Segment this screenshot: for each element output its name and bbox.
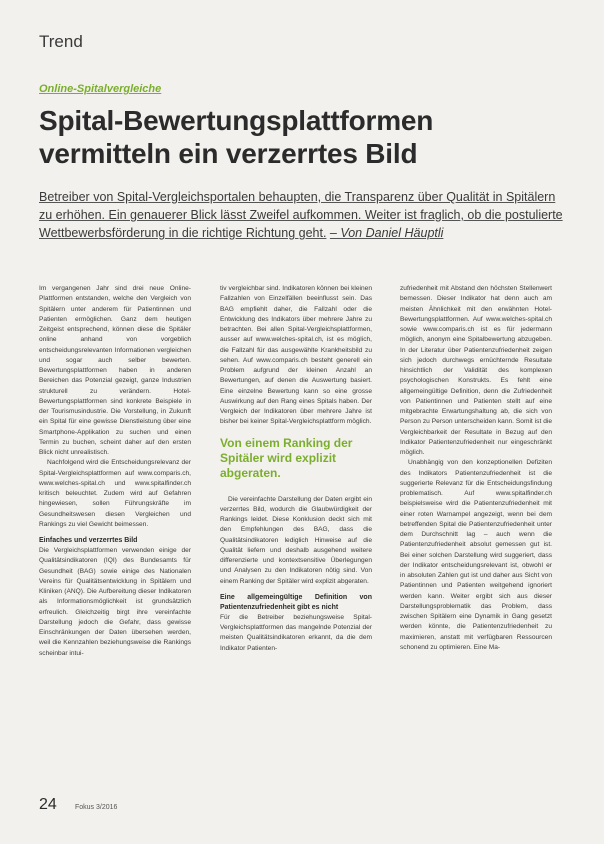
- page-number: 24: [39, 796, 57, 813]
- headline-line-2: vermitteln ein verzerrtes Bild: [39, 138, 418, 169]
- paragraph: zufriedenheit mit Abstand den höchsten Stellenwert bemessen. Dieser Indikator hat denn auch am meisten Ähnlichkeit mit den erwähnten Hotel-Bewertungsplattformen. Auf www.welches-spital.ch sowie www.comparis.ch ist es für jedermann möglich, anonym eine Spitalbewertung abzugeben. In der Literatur über Patientenzufriedenheit zeigen sich jedoch durchwegs ernüchternde Resultate hinsichtlich der Validität des komplexen psychologischen Konstrukts. Es fehlt eine allgemeingültige Definition, denn die Zufriedenheit von Patientinnen und Patienten stellt auf eine mitgebrachte Erwartungshaltung ab, die sich von Person zu Person unterscheiden kann. Somit ist die Vergleichbarkeit der Resultate in Bezug auf den Indikator Patientenzufriedenheit nur eingeschränkt möglich.: [400, 285, 552, 456]
- subheading: Einfaches und verzerrtes Bild: [39, 537, 138, 544]
- paragraph: Im vergangenen Jahr sind drei neue Online-Plattformen entstanden, welche den Vergleich von Spitälern unter anderem für Patientinnen und Patienten ermöglichen. Ganz dem heutigen Zeitgeist entsprechend, können diese die Spitäler online anhand von vorgeblich entscheidungsrelevanten Informationen vergleichen und sogar auch selber bewerten. Bewertungsplattformen haben in anderen Bereichen das Potenzial gezeigt, ganze Industrien strukturell zu verändern. Hotel-Bewertungsplattformen sind konkrete Beispiele in der Tourismusindustrie. Die Vorstellung, in Zukunft ein Spital für eine gewisse Dienstleistung über eine Smartphone-Applikation zu suchen und einen Termin zu buchen, scheint daher auf den ersten Blick nicht unrealistisch.: [39, 285, 191, 456]
- pull-quote: Von einem Ranking der Spitäler wird explizit abgeraten.: [220, 435, 353, 480]
- paragraph: Nachfolgend wird die Entscheidungsrelevanz der Spital-Vergleichsplattformen auf www.comparis.ch, www.welches-spital.ch und www.spitalfinder.ch kritisch beleuchtet. Zudem wird auf Gefahren hingewiesen, sollen Führungskräfte im Gesundheitswesen diesen Vergleichen und Rankings zu viel Gewicht beimessen.: [39, 459, 191, 528]
- kicker: Online-Spitalvergleiche: [39, 83, 162, 95]
- magazine-name: Fokus 3/2016: [74, 804, 118, 811]
- author-byline: – Von Daniel Häuptli: [329, 226, 444, 240]
- paragraph: Für die Betreiber beziehungsweise Spital-Vergleichsplattformen das mangelnde Potenzial der meisten Qualitätsindikatoren erkannt, da die dem Indikator Patienten-: [220, 613, 372, 652]
- lead-text: Betreiber von Spital-Vergleichsportalen behaupten, die Transparenz über Qualität in Spitälern zu erhöhen. Ein genauerer Blick lässt Zweifel aufkommen. Weiter ist fraglich, ob die postulierte Wettbewerbsförderung in die richtige Richtung geht.: [39, 190, 563, 240]
- paragraph: Die Vergleichsplattformen verwenden einige der Qualitätsindikatoren (IQI) des Bundesamts für Gesundheit (BAG) sowie einige des Nationalen Vereins für Qualitätsentwicklung in Spitälern und Kliniken (ANQ). Die Aufbereitung dieser Indikatoren als Informationsmöglichkeit ist grundsätzlich erfreulich. Gleichzeitig birgt ihre vereinfachte Darstellung jedoch die Gefahr, dass gewisse Einschränkungen der Daten übersehen werden, weil die Kennzahlen beziehungsweise die Rankings scheinbar intui-: [39, 547, 191, 657]
- subheading: Eine allgemeingültige Definition von Patientenzufriedenheit gibt es nicht: [220, 593, 372, 611]
- column-3: [400, 284, 552, 653]
- headline-line-1: Spital-Bewertungsplattformen: [39, 105, 434, 136]
- lead-paragraph: [39, 188, 569, 242]
- paragraph: tiv vergleichbar sind. Indikatoren können bei kleinen Fallzahlen von Einzelfällen beeinflusst sein. Das BAG empfiehlt daher, die Fallzahl oder die Entwicklung des Indikators über mehrere Jahre zu betrachten. Bei allen Spital-Vergleichsplattformen, ausser auf www.welches-spital.ch, ist es möglich, die Fallzahl für das ausgewählte Krankheitsbild zu sehen. Auf www.comparis.ch besteht generell ein Problem aufgrund der kleinen Anzahl an Bewertungen, auf denen die Auswertung basiert. Eine einzelne Bewertung kann so eine grosse Auswirkung auf den Rang eines Spitals haben. Der Vergleich der Indikatoren über mehrere Jahre ist bisher bei keiner Spital-Vergleichsplattform möglich.: [220, 285, 372, 426]
- column-1: [39, 284, 191, 659]
- column-2: [220, 284, 372, 654]
- paragraph: Die vereinfachte Darstellung der Daten ergibt ein verzerrtes Bild, wodurch die Glaubwürdigkeit der Rankings leidet. Diese Konklusion deckt sich mit den Empfehlungen des BAG, dass die Qualitätsindikatoren lediglich Hinweise auf die Qualität liefern und deshalb ausgehend weitere differenzierte und kontextsensitive Überlegungen und Analysen zu den Indikatoren nötig sind. Von einem Ranking der Spitäler wird explizit abgeraten.: [220, 495, 372, 585]
- page-footer: [39, 796, 117, 814]
- paragraph: Unabhängig von den konzeptionellen Defiziten des Indikators Patientenzufriedenheit ist die suggerierte Relevanz für die Entscheidungsfindung problematisch. Auf www.spitalfinder.ch beispielsweise wird die Patientenzufriedenheit mit einer roten Warnampel angezeigt, wenn bei dem betreffenden Spital die Patientenzufriedenheit unter dem Durchschnitt lag – auch wenn die Patientenzufriedenheit absolut gemessen gut ist. Bei einer solchen Darstellung wird suggeriert, dass der Indikator entscheidungsrelevant ist, obwohl er in absoluten Zahlen gut ist und daher aus Sicht von Patientinnen und Patienten weitgehend ignoriert werden kann. Weiter ergibt sich aus dieser Darstellungsproblematik das Problem, dass zwischen Spitälern eine Dynamik in Gang gesetzt werden könnte, die Patientenzufriedenheit zu maximieren, anstatt mit verfügbaren Ressourcen schonend zu optimieren. Eine Ma-: [400, 459, 552, 651]
- section-label: Trend: [39, 32, 83, 51]
- headline: [39, 104, 569, 170]
